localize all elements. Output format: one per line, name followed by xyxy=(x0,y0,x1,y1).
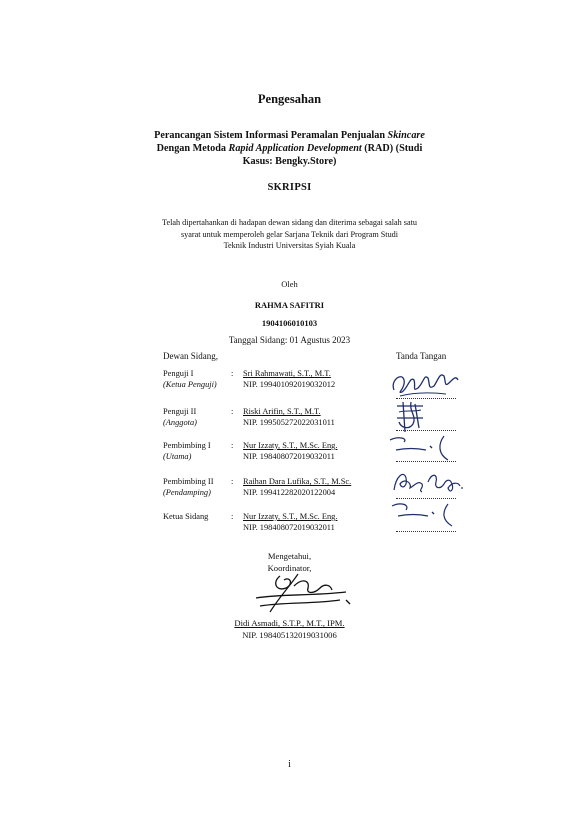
role-title: Penguji I xyxy=(163,369,194,378)
colon: : xyxy=(231,407,234,416)
author-nim: 1904106010103 xyxy=(261,318,318,328)
colon: : xyxy=(231,512,234,521)
by-label: Oleh xyxy=(281,279,298,289)
member-nip: NIP. 199412282020122004 xyxy=(243,488,336,497)
role-subtitle: (Pendamping) xyxy=(163,488,211,497)
defense-date: Tanggal Sidang: 01 Agustus 2023 xyxy=(228,335,351,345)
page-number: i xyxy=(288,759,291,770)
thesis-title-text-2: Dengan Metoda xyxy=(156,143,229,154)
page-title: Pengesahan xyxy=(257,92,322,106)
role-subtitle: (Utama) xyxy=(163,452,192,461)
role xyxy=(163,440,233,462)
colon: : xyxy=(231,441,234,450)
role-title: Pembimbing II xyxy=(163,477,214,486)
defense-statement xyxy=(0,217,579,252)
thesis-title-line1 xyxy=(0,129,579,142)
member-nip: NIP. 198408072019032011 xyxy=(243,452,335,461)
statement-line-3: Teknik Industri Universitas Syiah Kuala xyxy=(223,241,356,250)
signature-image-4 xyxy=(388,466,468,498)
statement-line-1: Telah dipertahankan di hadapan dewan sidang dan diterima sebagai salah satu xyxy=(162,218,417,227)
role xyxy=(163,406,233,428)
member-nip: NIP. 199505272022031011 xyxy=(243,418,335,427)
member-detail xyxy=(243,368,403,390)
role xyxy=(163,511,233,522)
role xyxy=(163,368,233,390)
thesis-title xyxy=(0,129,579,168)
thesis-title-italic-2: Rapid Application Development xyxy=(228,143,362,154)
thesis-title-line2 xyxy=(0,142,579,155)
signature-line-5 xyxy=(396,531,456,532)
thesis-title-text-1: Perancangan Sistem Informasi Peramalan Penjualan xyxy=(154,130,388,141)
role xyxy=(163,476,233,498)
signature-header: Tanda Tangan xyxy=(396,351,447,361)
member-detail xyxy=(243,440,403,462)
member-nip: NIP. 199401092019032012 xyxy=(243,380,336,389)
signature-image-2 xyxy=(393,398,427,434)
member-name: Sri Rahmawati, S.T., M.T. xyxy=(243,369,331,378)
role-title: Penguji II xyxy=(163,407,197,416)
member-name: Nur Izzaty, S.T., M.Sc. Eng. xyxy=(243,512,338,521)
statement-line-2: syarat untuk memperoleh gelar Sarjana Teknik dari Program Studi xyxy=(180,229,399,239)
signature-image-5 xyxy=(386,500,466,530)
coordinator-name: Didi Asmadi, S.T.P., M.T., IPM. xyxy=(234,618,345,628)
role-title: Pembimbing I xyxy=(163,441,211,450)
colon: : xyxy=(231,477,234,486)
member-nip: NIP. 198408072019032011 xyxy=(243,523,335,532)
document-type: SKRIPSI xyxy=(267,182,312,193)
member-name: Nur Izzaty, S.T., M.Sc. Eng. xyxy=(243,441,338,450)
coordinator-title: Koordinator, xyxy=(267,563,312,573)
coordinator-identity xyxy=(0,617,579,641)
member-detail xyxy=(243,476,403,498)
committee-header: Dewan Sidang, xyxy=(163,351,218,361)
member-name: Riski Arifin, S.T., M.T. xyxy=(243,407,321,416)
signature-image-1 xyxy=(388,366,462,400)
signature-image-3 xyxy=(386,432,466,462)
acknowledged-label: Mengetahui, xyxy=(267,551,312,561)
colon: : xyxy=(231,369,234,378)
member-detail xyxy=(243,511,403,533)
role-title: Ketua Sidang xyxy=(163,512,209,521)
coordinator-nip: NIP. 198405132019031006 xyxy=(242,630,337,640)
coordinator-signature-image xyxy=(250,566,360,622)
thesis-title-text-3: (RAD) (Studi xyxy=(361,143,423,154)
signature-line-4 xyxy=(396,498,456,499)
member-name: Raihan Dara Lufika, S.T., M.Sc. xyxy=(243,477,352,486)
author-name: RAHMA SAFITRI xyxy=(254,300,325,310)
member-detail xyxy=(243,406,403,428)
thesis-title-line3: Kasus: Bengky.Store) xyxy=(242,156,337,167)
role-subtitle: (Anggota) xyxy=(163,418,197,427)
thesis-title-italic-1: Skincare xyxy=(387,130,425,141)
role-subtitle: (Ketua Penguji) xyxy=(163,380,217,389)
